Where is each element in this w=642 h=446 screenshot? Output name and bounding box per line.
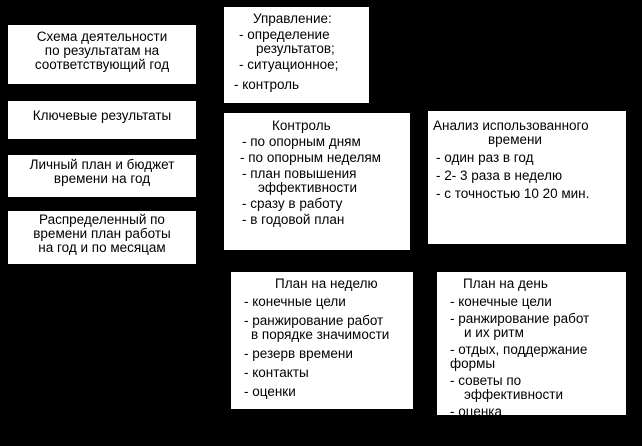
control-item: - по опорным неделям [240, 150, 381, 165]
personal-plan-line-2: времени на год [53, 171, 151, 186]
control-title: Контроль [272, 118, 331, 133]
distributed-plan-box [8, 211, 196, 264]
day-plan-item: - конечные цели [450, 294, 552, 309]
day-plan-item: - советы по [450, 373, 522, 388]
control-item: - сразу в работу [242, 196, 343, 211]
key-results-label: Ключевые результаты [32, 108, 172, 123]
week-plan-item: - оценки [244, 384, 296, 399]
distributed-plan-line-1: Распределенный по [39, 212, 165, 227]
management-item-continuation: результатов; [256, 41, 335, 56]
day-plan-item-continuation: эффективности [464, 387, 564, 402]
management-title: Управление: [253, 11, 332, 26]
day-plan-item-continuation: и их ритм [464, 325, 524, 340]
personal-plan-box [8, 155, 196, 197]
analysis-title-continuation: времени [488, 132, 542, 147]
week-plan-item: - контакты [244, 365, 309, 380]
week-plan-title: План на неделю [275, 276, 378, 291]
management-item: - определение [239, 27, 330, 42]
scheme-box [8, 25, 196, 84]
scheme-line-1: Схема деятельности [36, 29, 168, 44]
week-plan-item: - конечные цели [244, 294, 346, 309]
distributed-plan-line-3: на год и по месяцам [38, 240, 166, 255]
day-plan-item: - отдых, поддержание [450, 342, 588, 357]
key-results-box [8, 101, 196, 139]
analysis-box [428, 111, 626, 244]
day-plan-item-continuation: формы [450, 356, 496, 371]
week-plan-item-continuation: в порядке значимости [251, 327, 390, 342]
week-plan-item: - резерв времени [244, 346, 353, 361]
personal-plan-line-1: Личный план и бюджет [29, 157, 175, 172]
scheme-line-2: по результатам на [44, 43, 160, 58]
distributed-plan-line-2: времени план работы [33, 226, 171, 241]
day-plan-title: План на день [463, 276, 548, 291]
week-plan-box [231, 272, 413, 409]
day-plan-item: - оценка [450, 404, 503, 419]
analysis-item: - один раз в год [436, 150, 534, 165]
control-item: - план повышения [242, 166, 357, 181]
analysis-title: Анализ использованного [433, 118, 589, 133]
analysis-item: - 2- 3 раза в неделю [436, 168, 563, 183]
management-item: - контроль [234, 77, 300, 92]
control-item: - в годовой план [242, 212, 345, 227]
management-item: - ситуационное; [239, 57, 339, 72]
analysis-item: - с точностью 10 20 мин. [436, 186, 590, 201]
week-plan-item: - ранжирование работ [244, 313, 384, 328]
control-box [224, 113, 410, 250]
scheme-line-3: соответствующий год [34, 57, 170, 72]
control-item-continuation: эффективности [258, 180, 358, 195]
day-plan-item: - ранжирование работ [450, 311, 590, 326]
management-box [224, 7, 369, 103]
control-item: - по опорным дням [242, 134, 361, 149]
day-plan-box [437, 272, 626, 419]
